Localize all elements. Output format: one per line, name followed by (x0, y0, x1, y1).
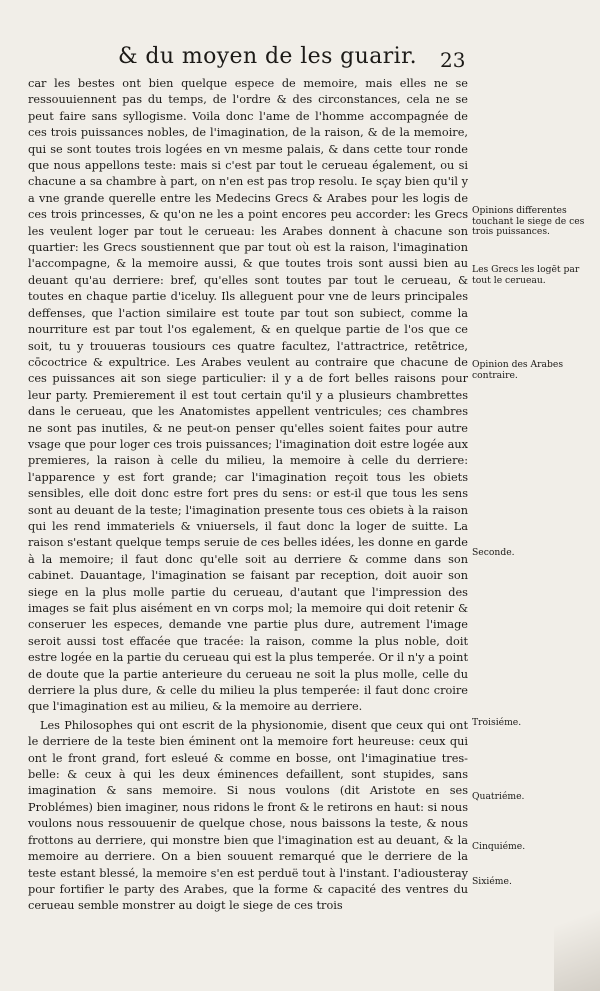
margin-note: Quatriéme. (472, 791, 525, 802)
paragraph: car les bestes ont bien quelque espece de memoire, mais elles ne se ressouuiennent pas du temps, de l'ordre & des circonstances, cela ne se peut faire sans syllogisme. Voila donc l'ame de l'homme accompagnée de ces trois puissances nobles, de l'imagination, de la raison, & de la memoire, qui se sont toutes trois logées en vn mesme palais, & dans cette tour ronde que nous appellons teste: mais si c'est par tout le cerueau également, ou si chacune a sa chambre à part, on n'en est pas trop resolu. Ie sçay bien qu'il y a vne grande querelle entre les Medecins Grecs & Arabes pour les logis de ces trois princesses, & qu'on ne les a point encores peu accorder: les Grecs les veulent loger par tout le cerueau: les Arabes donnent à chacune son quartier: les Grecs soustiennent que par tout où est la raison, l'imagination l'accompagne, & la memoire aussi, & que toutes trois sont aussi bien au deuant qu'au derriere: bref, qu'elles sont toutes par tout le cerueau, & toutes en chaque partie d'iceluy. Ils alleguent pour vne de leurs principales deffenses, que l'action similaire est toute par tout son subiect, comme la nourriture est par tout l'os egalement, & en quelque partie de l'os que ce soit, tu y trouueras tousiours ces quatre facultez, l'attractrice, retētrice, cōcoctrice & expultrice. Les Arabes veulent au contraire que chacune de ces puissances ait son siege particulier: il y a de fort belles raisons pour leur party. Premierement il est tout certain qu'il y a plusieurs chambrettes dans le cerueau, que les Anatomistes appellent ventricules; ces chambres ne sont pas inutiles, & ne peut-on penser qu'elles soient faites pour autre vsage que pour loger ces trois puissances; l'imagination doit estre logée aux premieres, la raison à celle du milieu, la memoire à celle du derriere: l'apparence y est fort grande; car l'imagination reçoit tous les obiets sensibles, elle doit donc estre fort pres du sens: or est-il que tous les sens sont au deuant de la teste; l'imagination presente tous ces obiets à la raison qui les rend immateriels & vniuersels, il faut donc la loger de suitte. La raison s'estant quelque temps seruie de ces belles idées, les donne en garde à la memoire; il faut donc qu'elle soit au derriere & comme dans son cabinet. Dauantage, l'imagination se faisant par reception, doit auoir son siege en la plus molle partie du cerueau, d'autant que l'impression des images se fait plus aisément en vn corps mol; la memoire qui doit retenir & conseruer les especes, demande vne partie plus dure, autrement l'image seroit aussi tost effacée que tracée: la raison, comme la plus noble, doit estre logée en la partie du cerueau qui est la plus temperée. Or il n'y a point de doute que la partie anterieure du cerueau ne soit la plus molle, celle du derriere la plus dure, & celle du milieu la plus temperée: il faut donc croire que l'imagination est au milieu, & la memoire au derriere. (28, 77, 468, 714)
page-number: 23 (440, 48, 466, 72)
margin-note: Les Grecs les logēt par tout le cerueau. (472, 264, 580, 286)
margin-note: Cinquiéme. (472, 841, 526, 852)
main-text (28, 76, 468, 915)
margin-note: Opinions differentes touchant le siege de ces trois puissances. (472, 205, 585, 238)
running-head: & du moyen de les guarir. (118, 44, 417, 69)
page-corner-shadow (554, 871, 600, 991)
margin-note: Seconde. (472, 547, 515, 558)
margin-note: Troisiéme. (472, 717, 522, 728)
paragraph: Les Philosophes qui ont escrit de la physionomie, disent que ceux qui ont le derriere de la teste bien éminent ont la memoire fort heureuse: ceux qui ont le front grand, fort esleué & comme en bosse, ont l'imaginatiue tres-belle: & ceux à qui les deux éminences defaillent, sont stupides, sans imagination & sans memoire. Si nous voulons (dit Aristote en ses Problémes) bien imaginer, nous ridons le front & le retirons en haut: si nous voulons nous ressouuenir de quelque chose, nous baissons la teste, & nous frottons au derriere, qui monstre bien que l'imagination est au deuant, & la memoire au derriere. On a bien souuent remarqué que le derriere de la teste estant blessé, la memoire s'en est perduë tout à l'instant. I'adiousteray pour fortifier le party des Arabes, que la forme & capacité des ventres du cerueau semble monstrer au doigt le siege de ces trois (28, 718, 468, 913)
margin-note: Opinion des Arabes contraire. (472, 359, 564, 381)
margin-note: Sixiéme. (472, 876, 512, 887)
